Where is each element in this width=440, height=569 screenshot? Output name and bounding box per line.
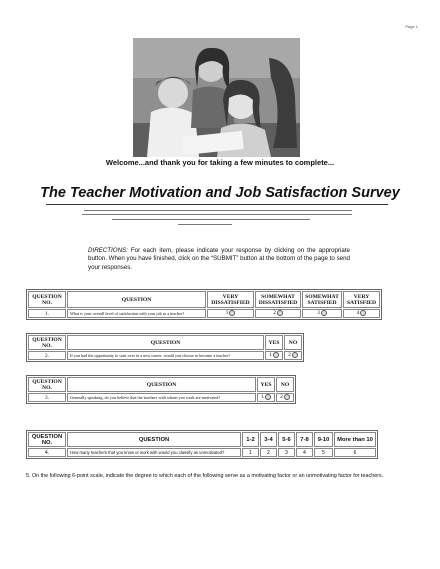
option-cell[interactable] xyxy=(276,393,294,402)
radio-button[interactable] xyxy=(277,310,283,316)
header-yes: YES xyxy=(265,335,283,350)
header-question-no: QUESTION NO. xyxy=(28,335,66,350)
header-question: QUESTION xyxy=(67,291,206,308)
option-label: 6 xyxy=(353,449,357,456)
option-label: 5 xyxy=(322,449,325,456)
header-yes: YES xyxy=(257,377,275,392)
question-number: 1. xyxy=(28,309,66,318)
option-cell[interactable] xyxy=(302,309,342,318)
option-cell[interactable] xyxy=(296,448,313,457)
option-label: 4 xyxy=(356,310,360,317)
header-range-9-10: 9-10 xyxy=(314,432,333,447)
header-range-7-8: 7-8 xyxy=(296,432,313,447)
question-5-text: 5. On the following 6-point scale, indicate the degree to which each of the following serve as a motivating factor or an unmotivating factor for teachers. xyxy=(26,473,384,479)
divider-line-3 xyxy=(112,219,310,220)
option-cell[interactable] xyxy=(314,448,333,457)
option-label: 2 xyxy=(273,310,276,317)
question-number: 3. xyxy=(28,393,66,402)
children-photo xyxy=(133,38,300,157)
option-label: 2 xyxy=(267,449,270,456)
question-1-table xyxy=(26,289,382,320)
option-cell[interactable] xyxy=(343,309,380,318)
option-cell[interactable] xyxy=(334,448,376,457)
page-number: Page 1 xyxy=(405,24,418,29)
children-photo-image xyxy=(133,38,300,157)
question-text: How many teachers that you know or work with would you classify as unmotivated? xyxy=(67,448,241,457)
option-label: 2 xyxy=(280,394,283,401)
header-range-3-4: 3-4 xyxy=(260,432,277,447)
option-label: 4 xyxy=(303,449,306,456)
header-very-satisfied: VERY SATISFIED xyxy=(343,291,380,308)
option-cell[interactable] xyxy=(265,351,283,360)
header-no: NO xyxy=(276,377,294,392)
question-4-table xyxy=(26,430,378,459)
option-cell[interactable] xyxy=(242,448,259,457)
option-label: 3 xyxy=(317,310,320,317)
directions xyxy=(88,247,350,272)
option-label: 2 xyxy=(288,352,291,359)
question-number: 2. xyxy=(28,351,66,360)
header-question: QUESTION xyxy=(67,432,241,447)
radio-button[interactable] xyxy=(273,352,279,358)
header-question-no: QUESTION NO. xyxy=(28,432,66,447)
option-label: 1 xyxy=(261,394,264,401)
question-number: 4. xyxy=(28,448,66,457)
header-no: NO xyxy=(284,335,302,350)
option-label: 3 xyxy=(285,449,288,456)
radio-button[interactable] xyxy=(265,394,271,400)
divider-line-1 xyxy=(84,210,352,211)
option-label: 1 xyxy=(269,352,272,359)
radio-button[interactable] xyxy=(321,310,327,316)
header-range-5-6: 5-6 xyxy=(278,432,295,447)
header-range-1-2: 1-2 xyxy=(242,432,259,447)
option-cell[interactable] xyxy=(257,393,275,402)
welcome-text: Welcome...and thank you for taking a few minutes to complete... xyxy=(105,158,335,167)
title-underline xyxy=(46,204,388,205)
option-cell[interactable] xyxy=(207,309,254,318)
option-cell[interactable] xyxy=(255,309,301,318)
question-text: Generally speaking, do you believe that the teachers with whom you work are motivated? xyxy=(67,393,256,402)
directions-label: DIRECTIONS: xyxy=(88,247,128,254)
question-text: What is your overall level of satisfaction with your job as a teacher? xyxy=(67,309,206,318)
divider-line-2 xyxy=(82,214,352,215)
header-question-no: QUESTION NO. xyxy=(28,377,66,392)
radio-button[interactable] xyxy=(229,310,235,316)
option-cell[interactable] xyxy=(260,448,277,457)
directions-text: For each item, please indicate your response by clicking on the appropriate button. When you have finished, click on the “SUBMIT” button at the bottom of the page to send your responses. xyxy=(88,247,350,271)
header-question-no: QUESTION NO. xyxy=(28,291,66,308)
radio-button[interactable] xyxy=(360,310,366,316)
header-question: QUESTION xyxy=(67,377,256,392)
survey-title: The Teacher Motivation and Job Satisfaction Survey xyxy=(40,185,400,201)
option-label: 1 xyxy=(249,449,252,456)
divider-line-4 xyxy=(178,224,232,225)
question-2-table xyxy=(26,333,304,362)
header-question: QUESTION xyxy=(67,335,264,350)
radio-button[interactable] xyxy=(284,394,290,400)
option-cell[interactable] xyxy=(284,351,302,360)
header-very-dissatisfied: VERY DISSATISFIED xyxy=(207,291,254,308)
header-somewhat-satisfied: SOMEWHAT SATISFIED xyxy=(302,291,342,308)
radio-button[interactable] xyxy=(292,352,298,358)
header-more-than-10: More than 10 xyxy=(334,432,376,447)
option-cell[interactable] xyxy=(278,448,295,457)
question-3-table xyxy=(26,375,296,404)
question-text: If you had the opportunity to start over in a new career, would you choose to become a teacher? xyxy=(67,351,264,360)
header-somewhat-dissatisfied: SOMEWHAT DISSATISFIED xyxy=(255,291,301,308)
option-label: 1 xyxy=(225,310,229,317)
